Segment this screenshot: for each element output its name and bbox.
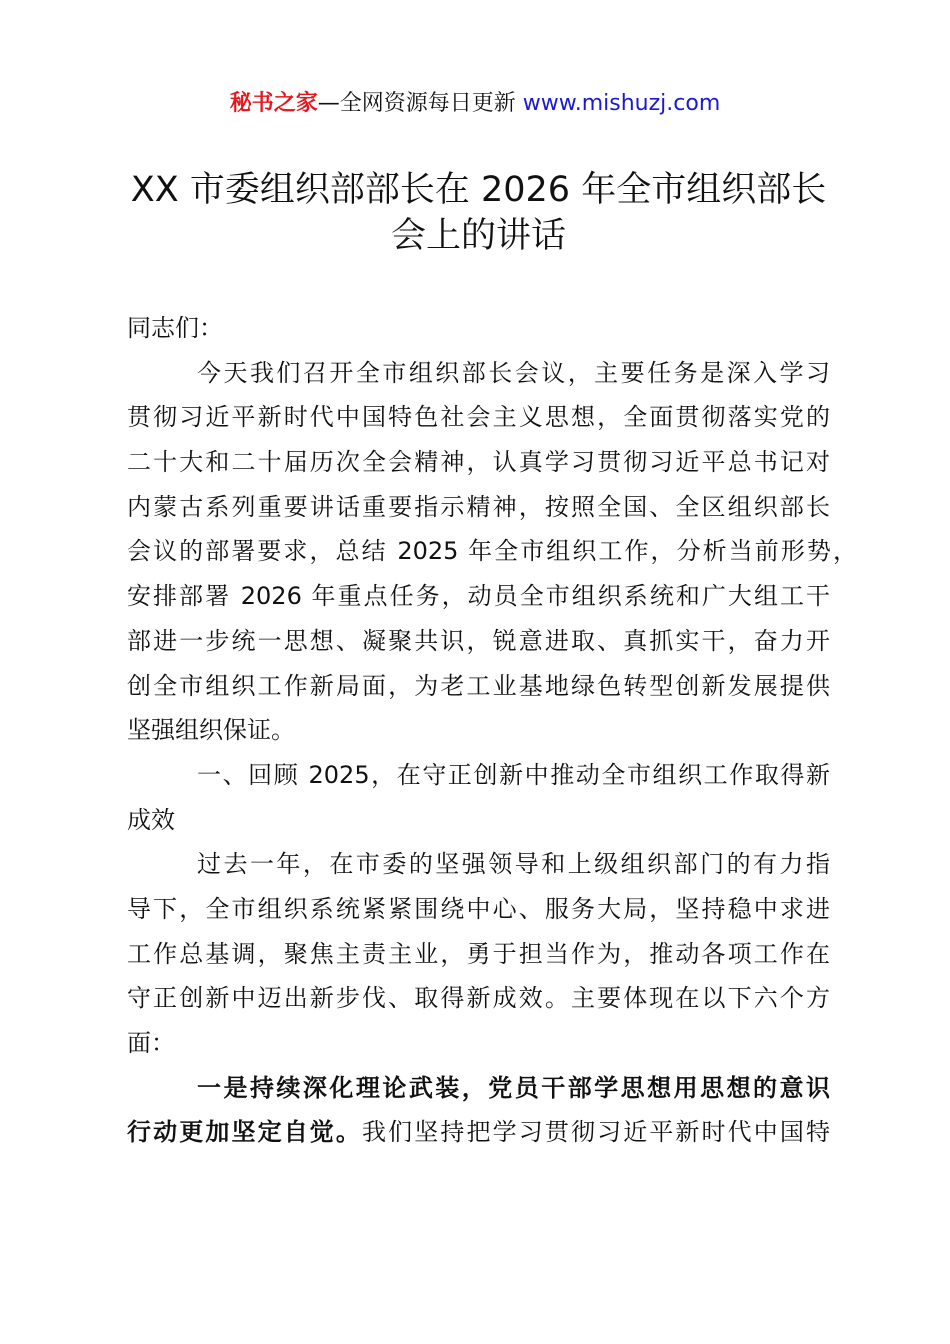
text-line: 今天我们召开全市组织部长会议，主要任务是深入学习 (197, 358, 830, 387)
text-line: 面： (127, 1029, 175, 1057)
document-title-line-2: 会上的讲话 (390, 216, 566, 256)
text-line: 坚强组织保证。 (127, 716, 295, 745)
text-line: 一、回顾 2025，在守正创新中推动全市组织工作取得新 (197, 760, 830, 789)
bold-heading-line: 一是持续深化理论武装，党员干部学思想用思想的意识 (197, 1073, 830, 1102)
text-line: 安排部署 2026 年重点任务，动员全市组织系统和广大组工干 (127, 582, 830, 611)
text-line: 工作总基调，聚焦主责主业，勇于担当作为，推动各项工作在 (127, 939, 830, 968)
text-line: 内蒙古系列重要讲话重要指示精神，按照全国、全区组织部长 (127, 492, 830, 521)
document-body (127, 306, 857, 1155)
text-line: 二十大和二十届历次全会精神，认真学习贯彻习近平总书记对 (127, 448, 830, 477)
text-line: 贯彻习近平新时代中国特色社会主义思想，全面贯彻落实党的 (127, 403, 830, 432)
body-text: 我们坚持把学习贯彻习近平新时代中国特 (362, 1118, 831, 1147)
text-line: 会议的部署要求，总结 2025 年全市组织工作，分析当前形势， (127, 537, 857, 566)
brand-name: 秘书之家 (229, 91, 318, 116)
text-line: 过去一年，在市委的坚强领导和上级组织部门的有力指 (197, 850, 830, 879)
text-line: 创全市组织工作新局面，为老工业基地绿色转型创新发展提供 (127, 671, 830, 700)
banner-tagline: —全网资源每日更新 (317, 91, 523, 116)
site-url-link[interactable]: www.mishuzj.com (522, 91, 721, 116)
site-banner (0, 88, 950, 120)
text-line: 部进一步统一思想、凝聚共识，锐意进取、真抓实干，奋力开 (127, 626, 830, 655)
text-line: 同志们： (127, 314, 223, 342)
text-line: 导下，全市组织系统紧紧围绕中心、服务大局，坚持稳中求进 (127, 894, 830, 923)
text-line: 成效 (127, 805, 175, 834)
text-line: 守正创新中迈出新步伐、取得新成效。主要体现在以下六个方 (127, 984, 830, 1013)
document-title-line-1: XX 市委组织部部长在 2026 年全市组织部长 (130, 170, 827, 210)
mixed-text-line (127, 1110, 830, 1155)
bold-heading-end: 行动更加坚定自觉。 (127, 1118, 363, 1147)
